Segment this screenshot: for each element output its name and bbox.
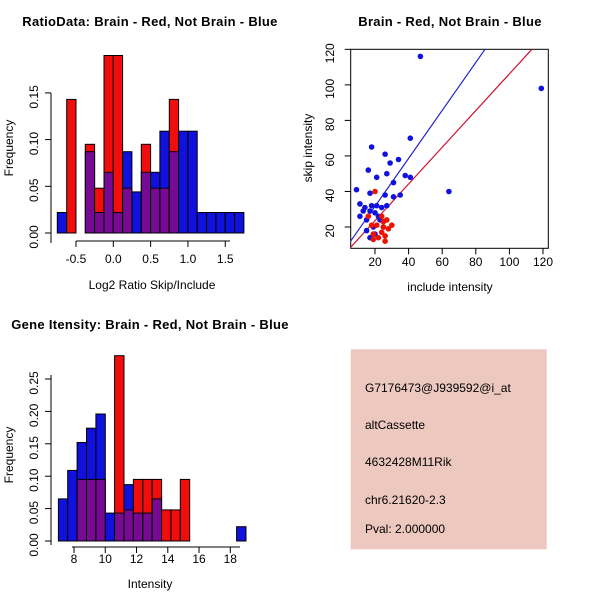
scatter-point-red — [371, 237, 377, 243]
tick-label: 60 — [323, 153, 337, 167]
scatter-point-blue — [418, 54, 424, 60]
hist-bar-overlap — [87, 479, 96, 541]
hist-bar-red — [180, 479, 189, 541]
hist-bar-blue — [235, 213, 244, 234]
scatter-point-blue — [391, 194, 397, 200]
tick-label: 16 — [192, 552, 206, 566]
tick-label: 0.15 — [27, 436, 41, 460]
scatter-point-red — [371, 231, 377, 237]
scatter-point-blue — [357, 214, 363, 220]
hist-bar-blue — [58, 499, 67, 541]
tick-label: 18 — [223, 552, 237, 566]
tick-label: 120 — [532, 255, 554, 269]
scatter-point-red — [382, 233, 388, 239]
tick-label: 0.25 — [27, 371, 41, 395]
hist-bar-overlap — [85, 152, 94, 233]
tick-label: 12 — [129, 552, 144, 566]
tick-label: 0.10 — [27, 131, 41, 156]
scatter-point-blue — [354, 187, 360, 193]
scatter-point-blue — [397, 192, 403, 198]
tick-label: 0.15 — [27, 85, 41, 109]
scatter-point-blue — [369, 203, 375, 209]
gene-histogram-x-axis-label: Intensity — [127, 577, 173, 591]
scatter-point-blue — [357, 201, 363, 207]
ratio-histogram-y-axis-label: Frequency — [2, 119, 16, 177]
gene-histogram-title: Gene Itensity: Brain - Red, Not Brain - Blue — [11, 317, 289, 332]
tick-label: 0.00 — [27, 225, 41, 249]
hist-bar-red — [113, 56, 122, 234]
splice-type-text: altCassette — [365, 418, 426, 432]
tick-label: 60 — [435, 255, 449, 269]
panel-scatter — [301, 14, 553, 294]
scatter-point-blue — [382, 192, 388, 198]
tick-label: 0.00 — [27, 533, 41, 557]
scatter-point-blue — [374, 175, 380, 181]
tick-label: 1.5 — [216, 252, 234, 266]
scatter-point-blue — [379, 205, 385, 211]
tick-label: 100 — [323, 78, 337, 99]
scatter-point-blue — [391, 180, 397, 186]
panel-gene-info — [351, 349, 547, 549]
scatter-point-blue — [402, 173, 408, 179]
scatter-point-blue — [367, 208, 373, 214]
gene-symbol-text: 4632428M11Rik — [365, 455, 452, 469]
hist-bar-blue — [207, 213, 216, 234]
scatter-point-red — [382, 238, 388, 244]
tick-label: 0.5 — [142, 252, 159, 266]
hist-bar-overlap — [123, 188, 132, 233]
tick-label: 40 — [401, 255, 416, 269]
tick-label: 0.20 — [27, 403, 41, 428]
tick-label: 1.0 — [179, 252, 197, 266]
scatter-point-blue — [387, 160, 393, 166]
panel-gene-histogram — [2, 317, 289, 591]
pval-text: Pval: 2.000000 — [365, 522, 446, 536]
tick-label: 14 — [161, 552, 175, 566]
scatter-point-red — [369, 222, 375, 228]
hist-bar-overlap — [95, 213, 104, 234]
hist-bar-overlap — [160, 188, 169, 233]
hist-bar-blue — [57, 213, 66, 234]
tick-label: 80 — [323, 117, 337, 132]
scatter-point-blue — [360, 208, 366, 214]
hist-bar-overlap — [104, 172, 113, 233]
tick-label: 100 — [499, 255, 520, 269]
tick-label: -0.5 — [65, 252, 87, 266]
tick-label: 40 — [323, 188, 337, 203]
hist-bar-red — [162, 510, 171, 541]
tick-label: 8 — [70, 552, 78, 566]
probe-id-text: G7176473@J939592@i_at — [365, 381, 511, 395]
hist-bar-overlap — [151, 188, 160, 233]
tick-label: 20 — [368, 255, 382, 269]
scatter-point-blue — [366, 167, 372, 173]
hist-bar-blue — [237, 527, 246, 541]
scatter-point-red — [372, 189, 378, 195]
hist-bar-blue — [197, 213, 206, 234]
scatter-point-blue — [364, 228, 370, 234]
hist-bar-overlap — [143, 513, 152, 541]
scatter-point-red — [366, 214, 372, 220]
tick-label: 10 — [98, 552, 112, 566]
scatter-point-red — [381, 219, 387, 225]
gene-histogram-y-axis-label: Frequency — [2, 426, 16, 484]
scatter-point-red — [381, 224, 387, 230]
scatter-point-red — [386, 226, 392, 232]
tick-label: 20 — [323, 224, 337, 238]
hist-bar-overlap — [115, 513, 124, 541]
scatter-point-blue — [367, 190, 373, 196]
panel-ratio-histogram — [2, 14, 278, 292]
chromosome-location-text: chr6.21620-2.3 — [365, 493, 446, 507]
hist-bar-overlap — [96, 479, 105, 541]
hist-bar-blue — [225, 213, 234, 234]
hist-bar-blue — [188, 131, 197, 233]
scatter-point-blue — [382, 151, 388, 157]
hist-bar-overlap — [124, 510, 133, 541]
scatter-plot-area — [323, 43, 553, 269]
hist-bar-overlap — [77, 479, 86, 541]
hist-bar-overlap — [133, 513, 142, 541]
hist-bar-blue — [179, 131, 188, 233]
ratio-histogram-x-axis-label: Log2 Ratio Skip/Include — [88, 278, 216, 292]
scatter-title: Brain - Red, Not Brain - Blue — [358, 14, 542, 29]
hist-bar-overlap — [141, 172, 150, 233]
tick-label: 120 — [323, 43, 337, 64]
hist-bar-red — [171, 510, 180, 541]
scatter-point-blue — [408, 175, 414, 181]
gene-histogram-plot-area — [27, 356, 246, 566]
hist-bar-overlap — [169, 152, 178, 233]
scatter-point-red — [379, 214, 385, 220]
hist-bar-blue — [216, 213, 225, 234]
hist-bar-overlap — [113, 213, 122, 234]
scatter-point-blue — [384, 203, 390, 209]
hist-bar-blue — [105, 513, 114, 541]
tick-label: 80 — [469, 255, 483, 269]
tick-label: 0.05 — [27, 500, 41, 525]
hist-bar-blue — [132, 192, 141, 233]
tick-label: 0.0 — [104, 252, 122, 266]
hist-bar-blue — [68, 470, 77, 541]
ratio-histogram-plot-area — [27, 56, 244, 267]
scatter-y-axis-label: skip intensity — [301, 113, 315, 183]
scatter-point-red — [374, 222, 380, 228]
scatter-point-blue — [396, 157, 402, 163]
scatter-point-blue — [374, 203, 380, 209]
tick-label: 0.10 — [27, 468, 41, 492]
tick-label: 0.05 — [27, 178, 41, 202]
gene-info-box — [351, 349, 547, 549]
scatter-point-blue — [539, 86, 545, 92]
scatter-point-blue — [384, 171, 390, 177]
scatter-point-red — [376, 235, 382, 241]
scatter-point-blue — [408, 135, 414, 141]
scatter-point-blue — [446, 189, 452, 195]
scatter-point-blue — [369, 144, 375, 150]
ratio-histogram-title: RatioData: Brain - Red, Not Brain - Blue — [22, 14, 278, 29]
hist-bar-red — [67, 99, 76, 233]
scatter-x-axis-label: include intensity — [407, 280, 493, 294]
hist-bar-overlap — [152, 499, 161, 541]
